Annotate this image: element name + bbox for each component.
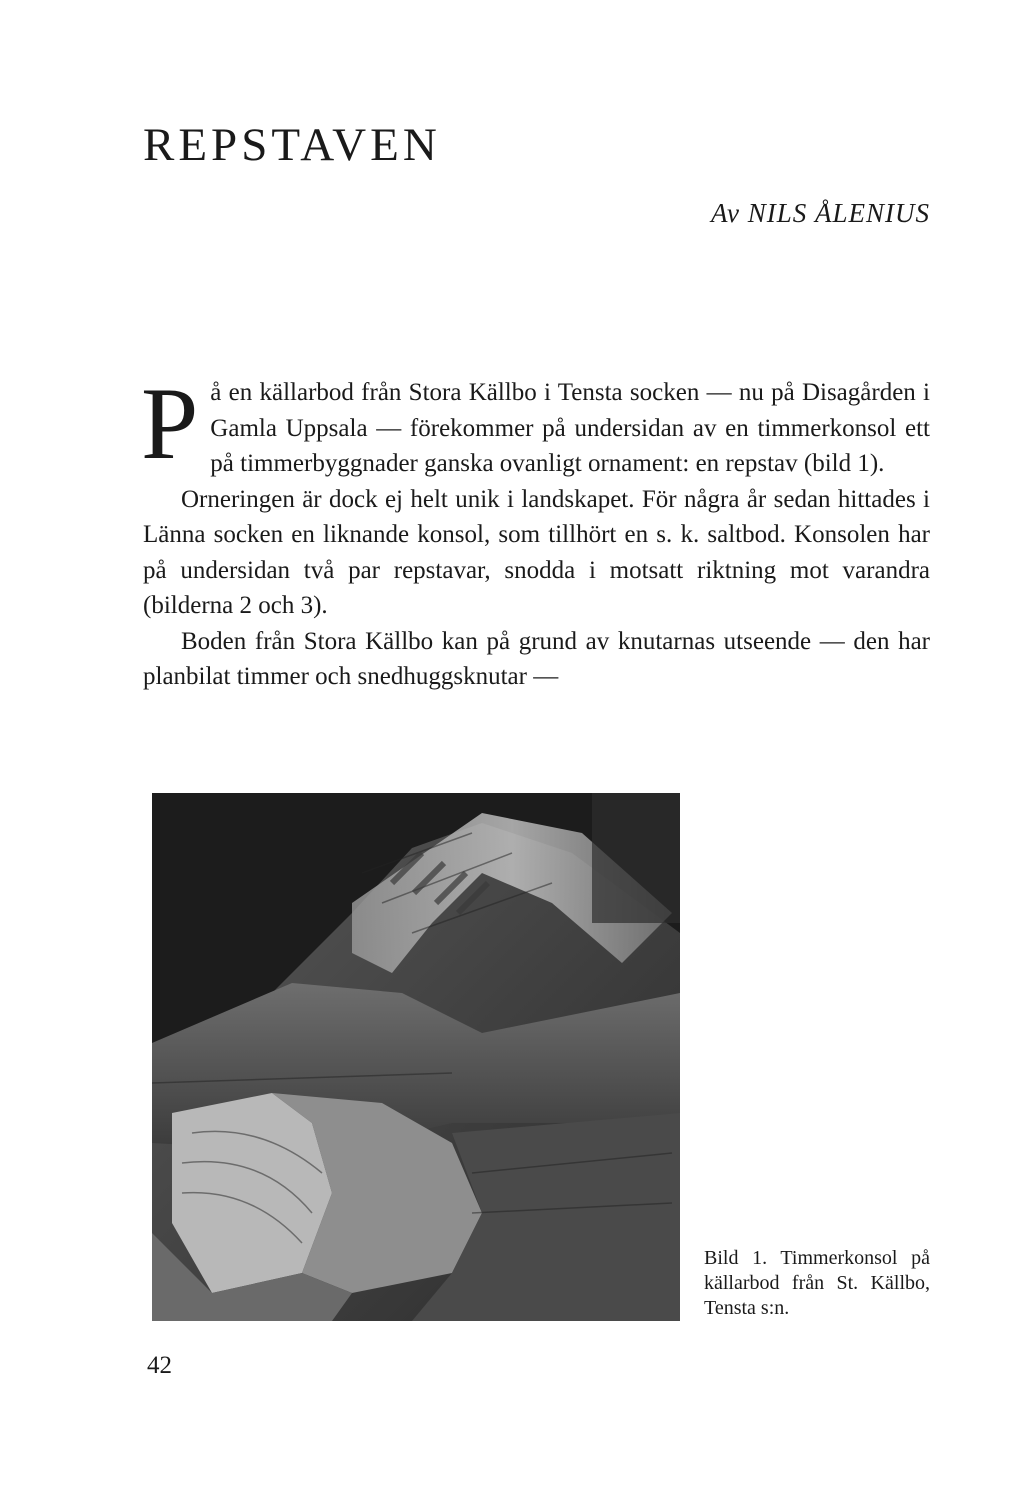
page-number: 42 <box>147 1352 172 1379</box>
drop-cap: P <box>141 367 199 481</box>
paragraph-3: Boden från Stora Källbo kan på grund av knutarnas utseende — den har planbilat timmer och snedhuggsknutar — <box>143 627 930 690</box>
article-body <box>141 367 930 695</box>
paragraph-1 <box>141 367 930 482</box>
timber-console-photo <box>152 793 680 1321</box>
caption-text: Bild 1. Timmerkonsol på källarbod från St. Källbo, Tensta s:n. <box>704 1247 930 1319</box>
paragraph-2: Orneringen är dock ej helt unik i landskapet. För några år sedan hittades i Länna socken en liknande konsol, som tillhört en s. k. saltbod. Konsolen har på undersidan två par repstavar, snodda i motsatt riktning mot varandra (bilderna 2 och 3). <box>143 485 930 619</box>
figure-caption <box>704 1246 930 1321</box>
paragraph-1-text: å en källarbod från Stora Källbo i Tensta socken — nu på Disagården i Gamla Uppsala — förekommer på undersidan av en timmerkonsol ett på timmerbyggnader ganska ovanligt ornament: en repstav (bild 1). <box>210 379 930 477</box>
article-title: REPSTAVEN <box>143 119 441 171</box>
author-byline: Av NILS ÅLENIUS <box>710 198 930 228</box>
